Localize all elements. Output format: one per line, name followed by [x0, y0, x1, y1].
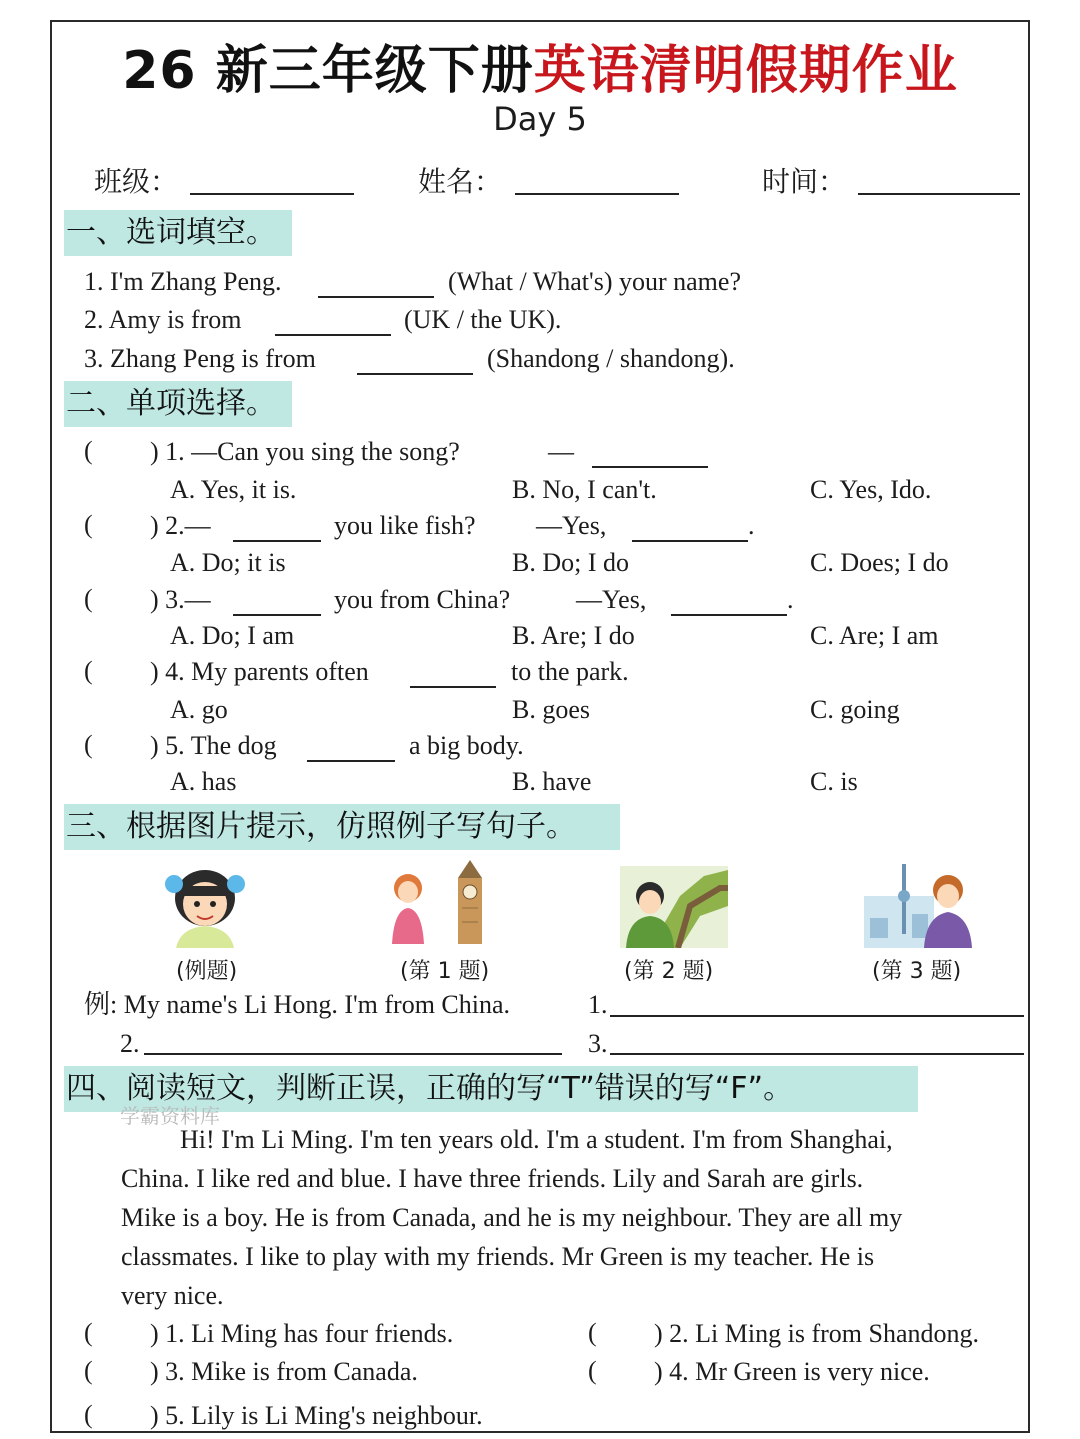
s1-item-1: 1. I'm Zhang Peng.: [84, 267, 282, 296]
s1-blank-1[interactable]: [318, 272, 434, 298]
write-line-3-number: 3.: [588, 1029, 608, 1058]
passage-line-4: classmates. I like to play with my friends. Mr Green is my teacher. He is: [121, 1242, 875, 1271]
period: .: [748, 511, 755, 540]
class-label: 班级：: [94, 165, 179, 198]
tf-statement-3: ) 3. Mike is from Canada.: [150, 1357, 418, 1386]
answer-paren-open: (: [84, 584, 93, 613]
city-tower-illustration: [864, 856, 976, 948]
answer-paren-open: (: [588, 1356, 597, 1385]
title-subject: 英语清明假期作业: [533, 41, 958, 101]
section1-heading: 一、选词填空。: [64, 210, 292, 256]
answer-paren-open: (: [84, 1400, 93, 1429]
mc-5-option-b: B. have: [512, 767, 592, 796]
answer-paren-open: (: [84, 1318, 93, 1347]
mc-question-5-text: a big body.: [409, 731, 524, 760]
passage-line-5: very nice.: [121, 1281, 224, 1310]
big-ben-illustration: [386, 858, 490, 946]
mc-3-option-b: B. Are; I do: [512, 621, 635, 650]
s1-item-3-options: (Shandong / shandong).: [487, 344, 735, 373]
mc-5-option-c: C. is: [810, 767, 858, 796]
s1-blank-3[interactable]: [357, 349, 473, 375]
time-field[interactable]: [858, 163, 1020, 195]
tf-statement-1: ) 1. Li Ming has four friends.: [150, 1319, 454, 1348]
example-sentence: 例: My name's Li Hong. I'm from China.: [84, 990, 511, 1019]
mc-blank-3b[interactable]: [671, 590, 787, 616]
mc-question-4-text: to the park.: [511, 657, 629, 686]
write-line-1-number: 1.: [588, 990, 608, 1019]
s1-item-2: 2. Amy is from: [84, 305, 242, 334]
answer-paren-open: (: [84, 1356, 93, 1385]
mc-blank-3a[interactable]: [233, 590, 321, 616]
section2-heading: 二、单项选择。: [64, 381, 292, 427]
mc-1-option-c: C. Yes, Ido.: [810, 475, 932, 504]
mc-blank-4[interactable]: [410, 662, 496, 688]
girl-illustration: [162, 862, 248, 948]
s1-item-1-options: (What / What's) your name?: [448, 267, 741, 296]
answer-paren-open: (: [84, 656, 93, 685]
mc-question-2-text: you like fish?: [334, 511, 476, 540]
mc-question-3-text: you from China?: [334, 585, 511, 614]
section4-heading: 四、阅读短文，判断正误，正确的写“T”错误的写“F”。: [64, 1066, 918, 1112]
answer-paren-open: (: [84, 730, 93, 759]
time-label: 时间：: [762, 165, 847, 198]
tf-statement-5: ) 5. Lily is Li Ming's neighbour.: [150, 1401, 483, 1430]
mc-2-option-b: B. Do; I do: [512, 548, 629, 577]
mc-4-option-b: B. goes: [512, 695, 590, 724]
period: .: [787, 585, 794, 614]
caption-q1: (第 1 题): [400, 959, 490, 984]
answer-paren-open: (: [84, 510, 93, 539]
passage-line-1: Hi! I'm Li Ming. I'm ten years old. I'm a student. I'm from Shanghai,: [180, 1125, 893, 1154]
great-wall-illustration: [620, 866, 728, 948]
s1-item-2-options: (UK / the UK).: [404, 305, 562, 334]
mc-question-5: ) 5. The dog: [150, 731, 277, 760]
caption-q3: (第 3 题): [872, 959, 962, 984]
write-line-2-number: 2.: [120, 1029, 140, 1058]
watermark: 学霸资料库: [120, 1104, 220, 1128]
write-line-2[interactable]: [144, 1053, 562, 1055]
s1-item-3: 3. Zhang Peng is from: [84, 344, 316, 373]
mc-5-option-a: A. has: [170, 767, 237, 796]
mc-4-option-c: C. going: [810, 695, 900, 724]
day-label: Day 5: [493, 100, 587, 138]
name-field[interactable]: [515, 163, 679, 195]
class-field[interactable]: [190, 163, 354, 195]
mc-2-option-a: A. Do; it is: [170, 548, 286, 577]
mc-2-option-c: C. Does; I do: [810, 548, 949, 577]
name-label: 姓名：: [418, 165, 503, 198]
mc-question-3: ) 3.—: [150, 585, 211, 614]
write-line-1[interactable]: [610, 1015, 1024, 1017]
mc-question-1: ) 1. —Can you sing the song?: [150, 437, 460, 466]
mc-question-3-reply: —Yes,: [576, 585, 647, 614]
mc-3-option-c: C. Are; I am: [810, 621, 939, 650]
caption-q2: (第 2 题): [624, 959, 714, 984]
mc-blank-2a[interactable]: [233, 516, 321, 542]
answer-paren-open: (: [588, 1318, 597, 1347]
mc-question-2: ) 2.—: [150, 511, 211, 540]
mc-1-option-a: A. Yes, it is.: [170, 475, 297, 504]
tf-statement-4: ) 4. Mr Green is very nice.: [654, 1357, 930, 1386]
passage-line-3: Mike is a boy. He is from Canada, and he is my neighbour. They are all my: [121, 1203, 903, 1232]
mc-4-option-a: A. go: [170, 695, 228, 724]
mc-1-option-b: B. No, I can't.: [512, 475, 657, 504]
passage-line-2: China. I like red and blue. I have three friends. Lily and Sarah are girls.: [121, 1164, 864, 1193]
answer-paren-open: (: [84, 436, 93, 465]
mc-question-4: ) 4. My parents often: [150, 657, 369, 686]
page-title: [0, 28, 1080, 103]
title-grade: 26 新三年级下册: [122, 41, 534, 101]
mc-blank-2b[interactable]: [632, 516, 748, 542]
mc-3-option-a: A. Do; I am: [170, 621, 295, 650]
write-line-3[interactable]: [610, 1053, 1024, 1055]
mc-question-2-reply: —Yes,: [536, 511, 607, 540]
section3-heading: 三、根据图片提示，仿照例子写句子。: [64, 804, 620, 850]
caption-example: (例题): [176, 959, 238, 984]
mc-question-1-reply: —: [548, 437, 574, 466]
mc-blank-5[interactable]: [307, 736, 395, 762]
tf-statement-2: ) 2. Li Ming is from Shandong.: [654, 1319, 979, 1348]
mc-blank-1[interactable]: [592, 442, 708, 468]
s1-blank-2[interactable]: [275, 310, 391, 336]
